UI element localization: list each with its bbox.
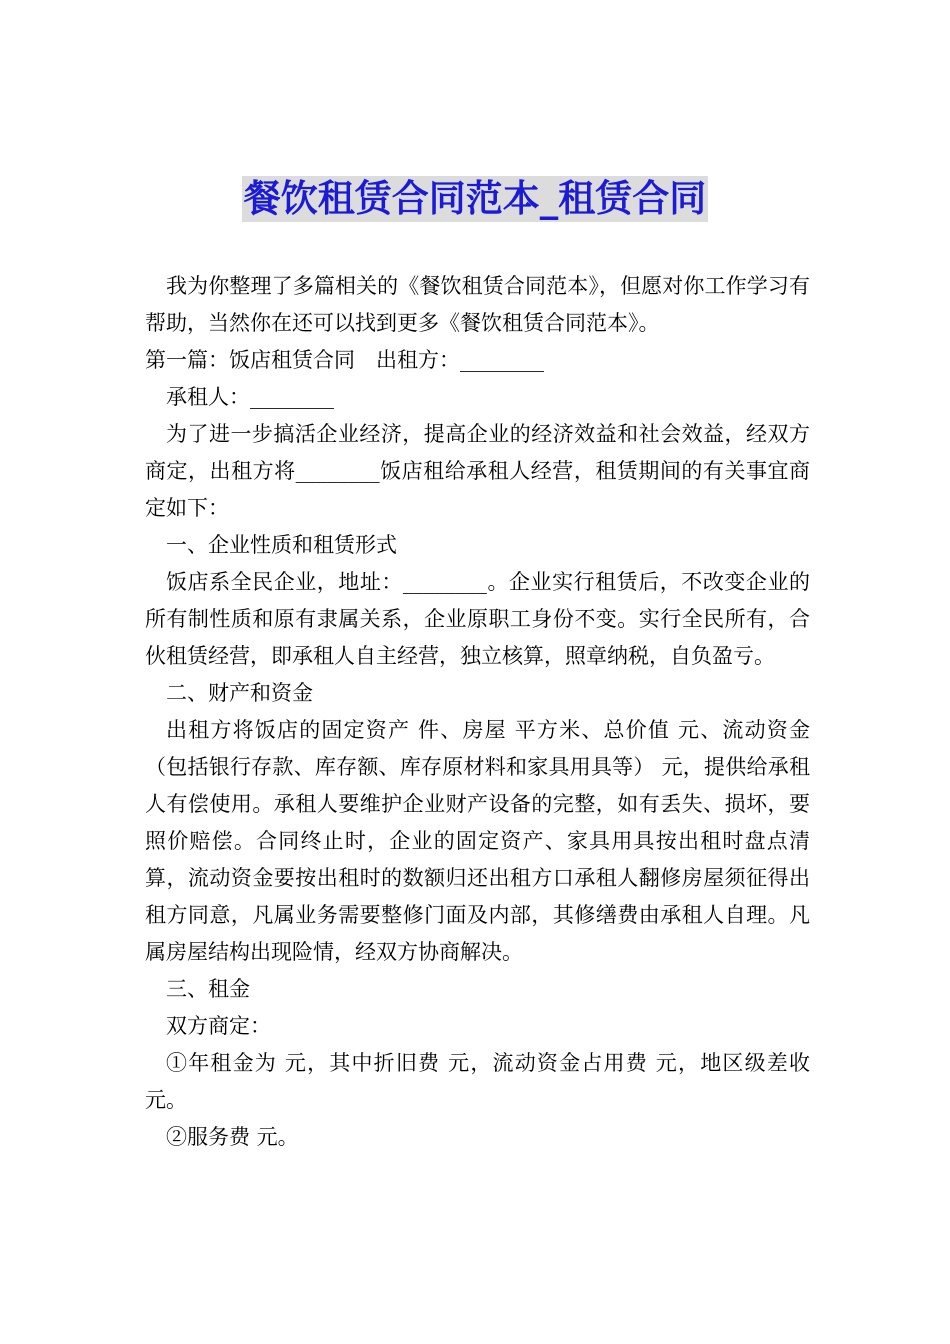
paragraph-section-1: 饭店系全民企业，地址：________。企业实行租赁后，不改变企业的所有制性质和原有隶属关系，企业原职工身份不变。实行全民所有，合伙租赁经营，即承租人自主经营，独立核算，照章纳税，自负盈亏。 [145,570,810,668]
paragraph-preamble: 为了进一步搞活企业经济，提高企业的经济效益和社会效益，经双方商定，出租方将________饭店租给承租人经营，租赁期间的有关事宜商定如下： [145,422,810,520]
paragraph-intro: 我为你整理了多篇相关的《餐饮租赁合同范本》，但愿对你工作学习有帮助，当然你在还可以找到更多《餐饮租赁合同范本》。 [145,274,810,335]
document-title: 餐饮租赁合同范本_租赁合同 [243,177,707,220]
paragraph-section-2: 出租方将饭店的固定资产 件、房屋 平方米、总价值 元、流动资金（包括银行存款、库存额、库存原材料和家具用具等） 元，提供给承租人有偿使用。承租人要维护企业财产设备的完整，如有丢失、损坏，要照价赔偿。合同终止时，企业的固定资产、家具用具按出租时盘点清算，流动资金要按出租时的数额归还出租方口承租人翻修房屋须征得出租方同意，凡属业务需要整修门面及内部，其修缮费由承租人自理。凡属房屋结构出现险情，经双方协商解决。 [145,718,810,964]
document-body [145,268,810,1156]
paragraph-lessee: 承租人：________ [166,385,334,409]
paragraph-chapter-one: 第一篇：饭店租赁合同 出租方：________ [145,348,544,372]
list-item-service-fee: ②服务费 元。 [166,1125,299,1149]
section-heading-2: 二、财产和资金 [166,681,313,705]
section-heading-1: 一、企业性质和租赁形式 [166,533,397,557]
title-container [0,176,950,222]
list-item-rent: ①年租金为 元，其中折旧费 元，流动资金占用费 元，地区级差收 元。 [145,1051,810,1112]
section-heading-3: 三、租金 [166,977,250,1001]
paragraph-agreement: 双方商定： [166,1014,271,1038]
